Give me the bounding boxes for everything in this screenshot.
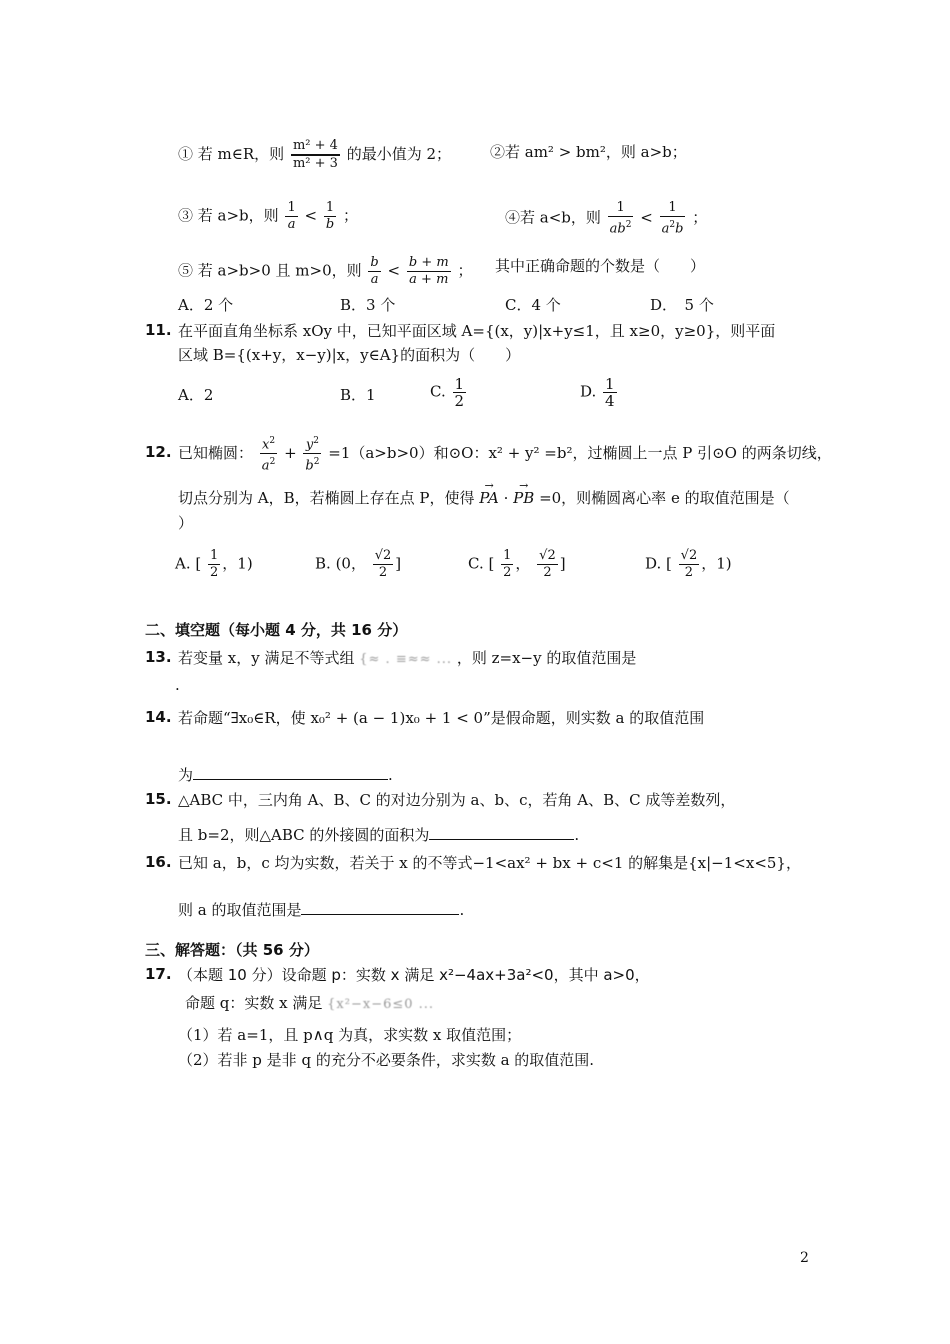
q17-line-2: 命题 q：实数 x 满足 {x²−x−6≤0 ... bbox=[185, 993, 434, 1015]
q16-line-2: 则 a 的取值范围是 . bbox=[178, 901, 465, 919]
q12-option-d: D. [ $\frac{√2}{2}$ ，1) bbox=[645, 548, 732, 580]
q12-line-2: 切点分别为 A，B，若椭圆上存在点 P，使得 → PA · → PB =0，则椭圆离心率 e 的取值范围是（ bbox=[178, 488, 790, 508]
q10-option-a: A．2 个 bbox=[178, 296, 234, 314]
q14-line-2: 为 . bbox=[178, 766, 393, 784]
vector-pa: → PA bbox=[479, 488, 499, 508]
q17-number: 17. bbox=[145, 965, 172, 983]
q15-number: 15. bbox=[145, 790, 172, 808]
q12-line-1: 已知椭圆： $\frac{x^2}{a^2}$ + $\frac{y^2}{b^2}$ =1（a>b>0）和⊙O：x² + y² =b²，过椭圆上一点 P 引⊙O 的两条切线， bbox=[178, 433, 832, 475]
answer-blank[interactable] bbox=[429, 825, 574, 840]
q11-number: 11. bbox=[145, 321, 172, 339]
q10-question: 其中正确命题的个数是（ ） bbox=[495, 257, 706, 275]
page-number: 2 bbox=[800, 1250, 809, 1266]
q10-option-c: C．4 个 bbox=[505, 296, 561, 314]
q13-line-1: 若变量 x，y 满足不等式组 {≈ . ≡≈≈ ... ，则 z=x−y 的取值范围是 bbox=[178, 648, 636, 670]
q11-option-d: D. $\frac{1}{4}$ bbox=[580, 375, 615, 410]
q10-item-5: ⑤ 若 a>b>0 且 m>0，则 $\frac{b}{a}$ < $\frac{b + m}{a + m}$ ； bbox=[178, 255, 473, 287]
q12-option-a: A. [ $\frac{1}{2}$ ，1) bbox=[175, 548, 253, 580]
q17-line-1: （本题 10 分）设命题 p：实数 x 满足 x²−4ax+3a²<0，其中 a>0， bbox=[178, 966, 650, 984]
q12-line-3: ） bbox=[178, 514, 194, 532]
q11-option-a: A．2 bbox=[178, 386, 214, 404]
q10-option-b: B．3 个 bbox=[340, 296, 396, 314]
q15-line-1: △ABC 中，三内角 A、B、C 的对边分别为 a、b、c，若角 A、B、C 成等差数列， bbox=[178, 791, 736, 809]
answer-blank[interactable] bbox=[301, 900, 459, 915]
q13-end: . bbox=[175, 676, 180, 694]
q10-item-4: ④若 a<b，则 $\frac{1}{ab^2}$ < $\frac{1}{a^2b}$ ； bbox=[505, 200, 708, 237]
q11-option-c: C. $\frac{1}{2}$ bbox=[430, 375, 465, 410]
q10-item-1: ① 若 m∈R，则 $\frac{\text{m² + 4}}{\text{m² + 3}}$ 的最小值为 2； bbox=[178, 138, 452, 171]
q11-option-b: B．1 bbox=[340, 386, 376, 404]
q10-item-2: ②若 am² > bm²，则 a>b； bbox=[490, 143, 687, 161]
q11-line-1: 在平面直角坐标系 xOy 中，已知平面区域 A={(x，y)|x+y≤1，且 x≥0，y≥0}，则平面 bbox=[178, 322, 776, 340]
vector-pb: → PB bbox=[513, 488, 534, 508]
q10-option-d: D． 5 个 bbox=[650, 296, 714, 314]
q16-number: 16. bbox=[145, 853, 172, 871]
section-2-heading: 二、填空题（每小题 4 分，共 16 分） bbox=[145, 621, 408, 639]
q14-number: 14. bbox=[145, 708, 172, 726]
q13-number: 13. bbox=[145, 648, 172, 666]
q12-option-b: B. (0， $\frac{√2}{2}$ ] bbox=[315, 548, 402, 580]
q15-line-2: 且 b=2，则△ABC 的外接圆的面积为 . bbox=[178, 826, 580, 844]
q17-line-3: （1）若 a=1，且 p∧q 为真，求实数 x 取值范围； bbox=[178, 1026, 522, 1044]
blurred-formula: {x²−x−6≤0 ... bbox=[327, 997, 435, 1012]
q12-number: 12. bbox=[145, 443, 172, 461]
q11-line-2: 区域 B={(x+y，x−y)|x，y∈A}的面积为（ ） bbox=[178, 346, 521, 364]
answer-blank[interactable] bbox=[193, 765, 388, 780]
q12-option-c: C. [ $\frac{1}{2}$ ， $\frac{√2}{2}$ ] bbox=[468, 548, 566, 580]
blurred-formula: {≈ . ≡≈≈ ... bbox=[359, 652, 453, 667]
q16-line-1: 已知 a，b，c 均为实数，若关于 x 的不等式−1<ax² + bx + c<1 的解集是{x|−1<x<5}， bbox=[178, 854, 801, 872]
q10-item-3: ③ 若 a>b，则 $\frac{1}{a}$ < $\frac{1}{b}$ ； bbox=[178, 200, 358, 232]
fraction: $\frac{\text{m² + 4}}{\text{m² + 3}}$ bbox=[292, 138, 338, 171]
q17-line-4: （2）若非 p 是非 q 的充分不必要条件，求实数 a 的取值范围. bbox=[178, 1051, 595, 1069]
section-3-heading: 三、解答题：（共 56 分） bbox=[145, 941, 319, 959]
q14-line-1: 若命题“∃x₀∈R，使 x₀² + (a − 1)x₀ + 1 < 0”是假命题，则实数 a 的取值范围 bbox=[178, 709, 705, 727]
